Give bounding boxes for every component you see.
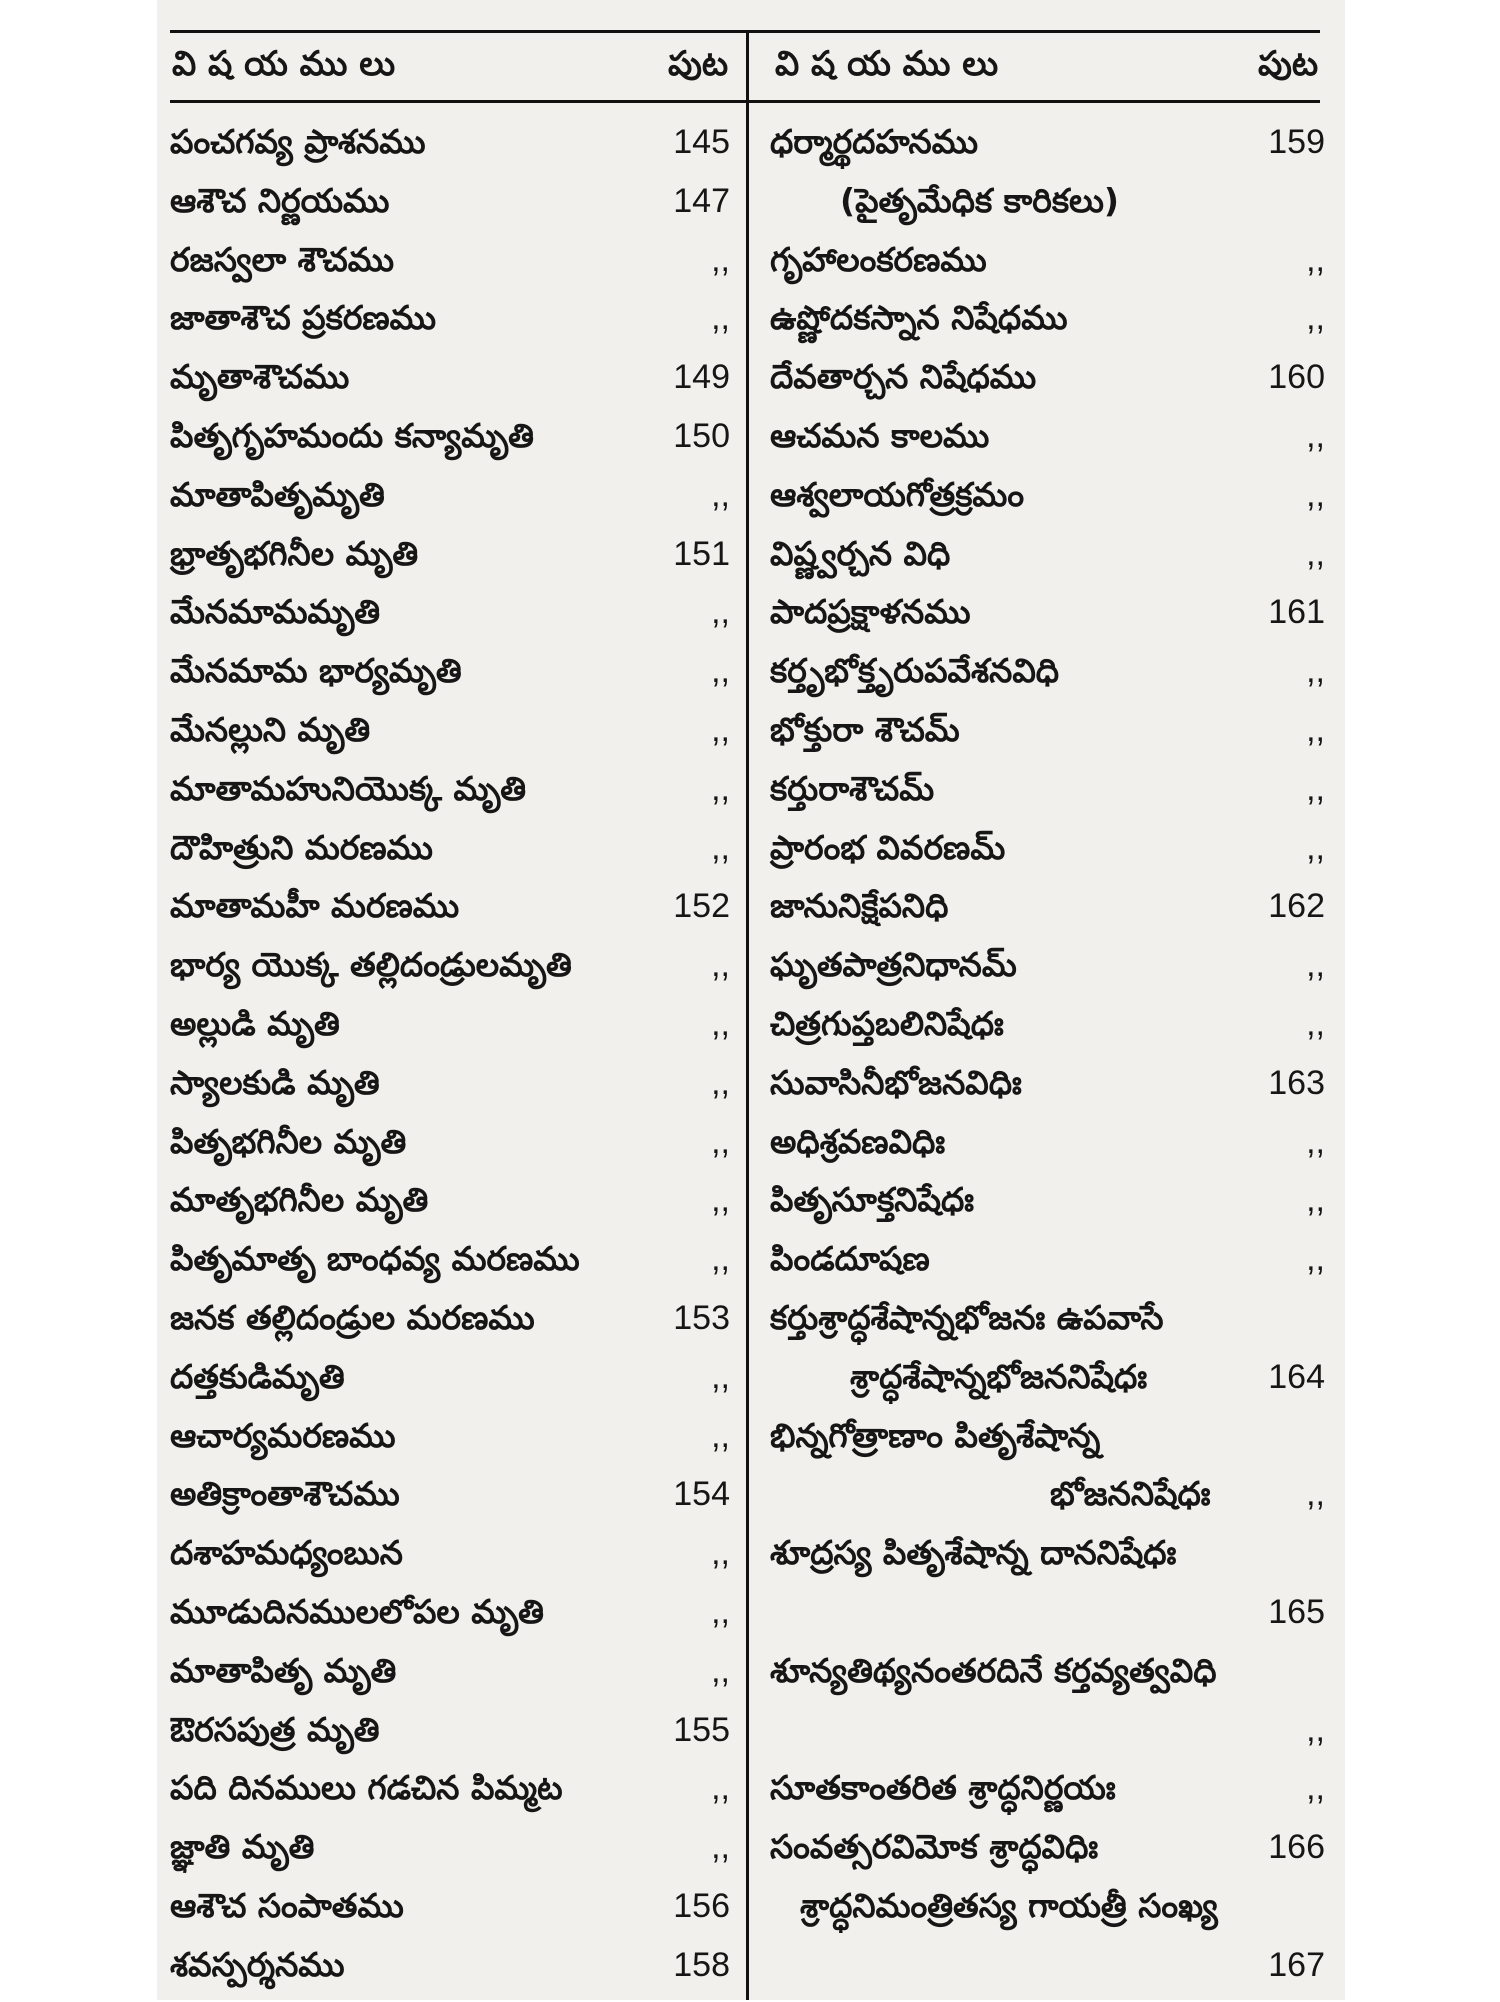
toc-row [170,1649,730,1708]
toc-title: ప్రారంభ వివరణమ్ [770,827,1006,867]
toc-row [170,1708,730,1767]
toc-title: ఆశౌచ నిర్ణయము [170,180,390,220]
toc-row [770,1355,1325,1414]
toc-title: జాతాశౌచ ప్రకరణము [170,298,436,338]
toc-page: ,, [711,1357,730,1396]
toc-row [170,1472,730,1531]
toc-title: పితృగృహమందు కన్యామృతి [170,415,534,455]
toc-page: 165 [1268,1592,1325,1631]
toc-title: స్యాలకుడి మృతి [170,1062,380,1102]
toc-title: భ్రాతృభగినీల మృతి [170,533,419,573]
toc-title: దౌహిత్రుని మరణము [170,827,433,867]
toc-title: పిండదూషణ [770,1239,930,1279]
toc-row [770,1649,1325,1708]
toc-title: శూద్రస్య పితృశేషాన్న దాననిషేధః [770,1533,1177,1573]
toc-row [170,1825,730,1884]
left-subject-header: వి ష య ము లు [172,44,396,84]
toc-row [770,1531,1325,1590]
toc-title: ఆచార్యమరణము [170,1415,396,1455]
toc-row [770,1708,1325,1767]
toc-row [770,1178,1325,1237]
toc-row [170,708,730,767]
toc-title: చిత్రగుప్తబలినిషేధః [770,1003,1004,1043]
toc-page: 156 [673,1886,730,1925]
toc-page: ,, [1306,299,1325,338]
toc-title: మేనమామమృతి [170,592,381,632]
toc-title: గృహాలంకరణము [770,239,987,279]
toc-title: శ్రాద్ధశేషాన్నభోజననిషేధః [850,1356,1148,1396]
toc-page: ,, [711,1181,730,1220]
toc-title: శవస్పర్శనము [170,1944,345,1984]
toc-page: 149 [673,358,730,397]
toc-page: ,, [711,1769,730,1808]
toc-page: ,, [711,946,730,985]
toc-row [770,238,1325,297]
toc-page: ,, [711,1534,730,1573]
toc-row [770,1590,1325,1649]
toc-row [770,649,1325,708]
toc-row [770,1414,1325,1473]
toc-page: ,, [711,593,730,632]
toc-page: ,, [1306,946,1325,985]
toc-row [170,120,730,179]
toc-row [170,590,730,649]
toc-title: రజస్వలా శౌచము [170,239,395,279]
toc-page: ,, [1306,710,1325,749]
toc-row [770,473,1325,532]
toc-title: అల్లుడి మృతి [170,1003,340,1043]
toc-row [170,296,730,355]
column-divider [746,30,749,2000]
toc-page: ,, [1306,534,1325,573]
toc-page: 145 [673,123,730,161]
toc-row [170,473,730,532]
toc-page: 147 [673,181,730,220]
toc-title: ఆచమన కాలము [770,415,990,455]
toc-row [170,1178,730,1237]
toc-title: సువాసినీభోజనవిధిః [770,1062,1022,1102]
toc-title: పది దినములు గడచిన పిమ్మట [170,1768,563,1808]
toc-title: భోజననిషేధః [1050,1474,1211,1514]
toc-title: మాతాపితృమృతి [170,474,385,514]
toc-title: దత్తకుడిమృతి [170,1356,345,1396]
toc-title: అతిక్రాంతాశౌచము [170,1474,400,1514]
toc-title: పితృభగినీల మృతి [170,1121,407,1161]
toc-title: శ్రాద్ధనిమంత్రితస్య గాయత్రీ సంఖ్య [800,1885,1218,1925]
toc-row [170,1002,730,1061]
toc-page: ,, [711,710,730,749]
toc-page: ,, [711,1063,730,1102]
toc-page: ,, [711,1004,730,1043]
toc-page: 160 [1268,358,1325,397]
toc-page: ,, [1306,1769,1325,1808]
toc-page: ,, [711,828,730,867]
toc-title: భోక్తురా శౌచమ్ [770,709,960,749]
toc-title: విష్ణ్వర్చన విధి [770,533,951,573]
toc-page: 161 [1268,593,1325,632]
toc-row [170,826,730,885]
toc-title: మేనమామ భార్యమృతి [170,651,462,691]
left-column [170,120,730,2002]
toc-title: మూడుదినములలోపల మృతి [170,1591,544,1631]
toc-row [770,943,1325,1002]
toc-title: ధర్మార్థదహనము [770,122,979,161]
toc-row [170,1414,730,1473]
toc-title: పితృమాతృ బాంధవ్య మరణము [170,1239,580,1279]
toc-title: ఔరసపుత్ర మృతి [170,1709,380,1749]
toc-title: జనక తల్లిదండ్రుల మరణము [170,1297,535,1337]
toc-page: 158 [673,1945,730,1984]
toc-row [170,1296,730,1355]
toc-row [170,1061,730,1120]
toc-page: ,, [1306,416,1325,455]
toc-row [770,1120,1325,1179]
toc-title: భిన్నగోత్రాణాం పితృశేషాన్న [770,1415,1101,1455]
toc-page: ,, [711,475,730,514]
toc-row [170,767,730,826]
toc-row [770,708,1325,767]
toc-row [170,532,730,591]
toc-row [170,1120,730,1179]
toc-row [770,1237,1325,1296]
toc-page: ,, [1306,240,1325,279]
toc-page: 164 [1268,1357,1325,1396]
toc-page: ,, [711,1651,730,1690]
toc-row [770,355,1325,414]
toc-row [170,1237,730,1296]
toc-page: ,, [711,1416,730,1455]
toc-row [770,120,1325,179]
toc-page: ,, [711,299,730,338]
toc-page: 167 [1268,1945,1325,1984]
toc-title: పితృసూక్తనిషేధః [770,1180,975,1220]
toc-row [170,1531,730,1590]
toc-row [170,884,730,943]
right-page-header: పుట [1258,44,1319,84]
right-subject-header: వి ష య ము లు [775,44,999,84]
toc-page: ,, [1306,475,1325,514]
toc-row [770,826,1325,885]
toc-page: ,, [1306,1122,1325,1161]
toc-page: ,, [711,769,730,808]
toc-row [770,1766,1325,1825]
toc-page: ,, [711,1240,730,1279]
toc-page: 162 [1268,887,1325,926]
toc-page: ,, [1306,1181,1325,1220]
toc-title: మాతాపితృ మృతి [170,1650,397,1690]
toc-page: ,, [1306,1004,1325,1043]
toc-title: ఆశ్వలాయగోత్రక్రమం [770,474,1025,514]
toc-row [170,1355,730,1414]
toc-page: ,, [1306,1475,1325,1514]
toc-page: 166 [1268,1828,1325,1867]
toc-page: 153 [673,1298,730,1337]
toc-page: ,, [711,1122,730,1161]
toc-title: శూన్యతిథ్యనంతరదినే కర్తవ్యత్వవిధి [770,1650,1217,1690]
toc-page: 152 [673,887,730,926]
toc-row [770,296,1325,355]
toc-title: దేవతార్చన నిషేధము [770,357,1037,397]
toc-row [170,1590,730,1649]
toc-title: కర్తురాశౌచమ్ [770,768,935,808]
header-rule [170,100,1320,103]
toc-title: సంవత్సరవిమోక శ్రాద్ధవిధిః [770,1827,1099,1867]
toc-page: ,, [711,1828,730,1867]
toc-title: జ్ఞాతి మృతి [170,1827,315,1867]
toc-row [170,1943,730,2002]
toc-title: కర్తృభోక్తృరుపవేశనవిధి [770,651,1060,691]
toc-row [170,238,730,297]
toc-title: దశాహమధ్యంబున [170,1533,403,1573]
toc-page: 151 [673,534,730,573]
toc-row [770,1825,1325,1884]
toc-row [770,179,1325,238]
toc-page: 163 [1268,1063,1325,1102]
toc-title: ఆశౌచ సంపాతము [170,1885,404,1925]
toc-row [770,767,1325,826]
toc-page: ,, [1306,828,1325,867]
top-rule [170,30,1320,33]
toc-row [770,1296,1325,1355]
toc-row [770,1061,1325,1120]
toc-page: ,, [1306,652,1325,691]
toc-row [170,649,730,708]
toc-title: ఘృతపాత్రనిధానమ్ [770,945,1017,985]
toc-row [770,884,1325,943]
toc-row [170,355,730,414]
toc-row [770,532,1325,591]
toc-title: మేనల్లుని మృతి [170,709,371,749]
toc-title: (పైతృమేధిక కారికలు) [840,180,1119,220]
toc-page: ,, [711,652,730,691]
toc-page: ,, [711,240,730,279]
toc-row [170,943,730,1002]
toc-page: 154 [673,1475,730,1514]
toc-row [770,590,1325,649]
toc-page: ,, [711,1592,730,1631]
toc-page: 159 [1268,123,1325,161]
toc-title: పాదప్రక్షాళనము [770,592,971,632]
toc-page: 155 [673,1710,730,1749]
toc-row [770,414,1325,473]
toc-title: మాతామహునియొక్క మృతి [170,768,527,808]
toc-row [770,1884,1325,1943]
toc-row [170,179,730,238]
toc-title: ఉష్ణోదకస్నాన నిషేధము [770,298,1068,338]
right-column [770,120,1325,2002]
toc-title: మాతామహీ మరణము [170,886,460,926]
toc-page: ,, [1306,769,1325,808]
toc-row [170,1884,730,1943]
toc-title: జానునిక్షేపనిధి [770,886,949,926]
toc-title: కర్తుశ్రాద్ధశేషాన్నభోజనః ఉపవాసే [770,1297,1164,1337]
toc-title: మృతాశౌచము [170,357,350,397]
toc-title: సూతకాంతరిత శ్రాద్ధనిర్ణయః [770,1768,1116,1808]
toc-row [770,1472,1325,1531]
toc-title: మాతృభగినీల మృతి [170,1180,429,1220]
toc-title: భార్య యొక్క తల్లిదండ్రులమృతి [170,945,572,985]
toc-row [170,414,730,473]
toc-page: 150 [673,416,730,455]
toc-title: అధిశ్రవణవిధిః [770,1121,946,1161]
toc-row [770,1943,1325,2002]
toc-page: ,, [1306,1710,1325,1749]
left-page-header: పుట [668,44,729,84]
toc-title: పంచగవ్య ప్రాశనము [170,122,426,161]
toc-page: ,, [1306,1240,1325,1279]
toc-row [770,1002,1325,1061]
toc-row [170,1766,730,1825]
